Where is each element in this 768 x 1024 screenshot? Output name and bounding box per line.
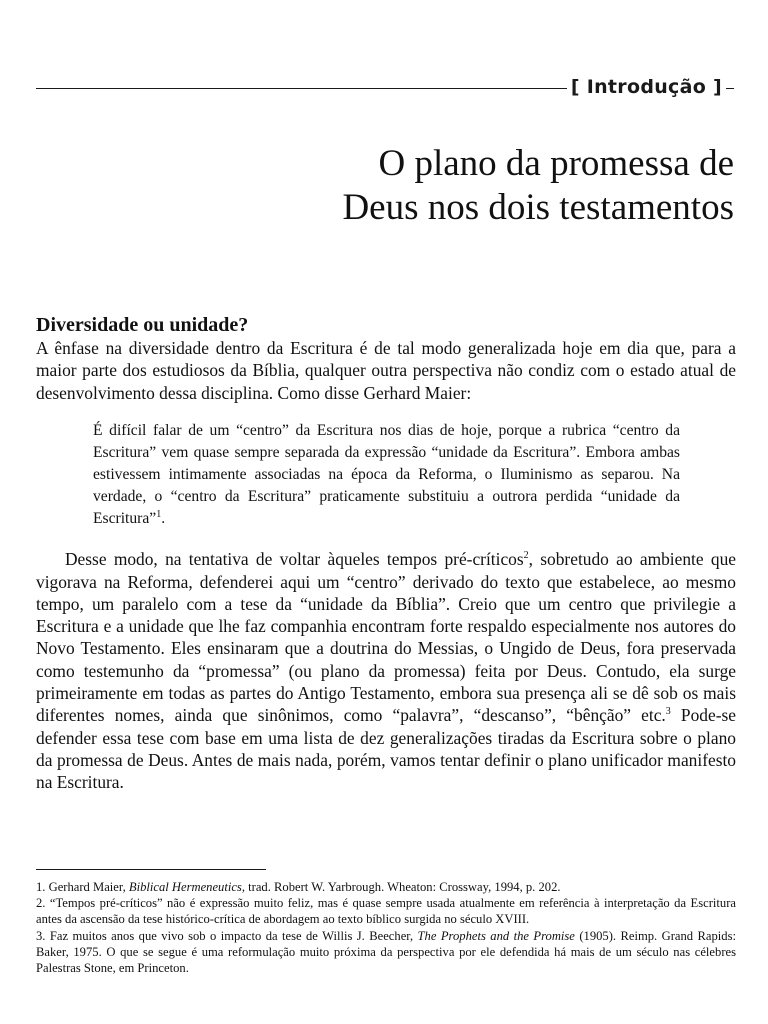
quote-text: É difícil falar de um “centro” da Escritura nos dias de hoje, porque a rubrica “centro da Escritura” vem quase sempre separada da expressão “unidade da Escritura”. Embora ambas estivessem intimamente associadas na época da Reforma, o Iluminismo as separou. Na verdade, o “centro da Escritura” praticamente substituiu a outrora perdida “unidade da Escritura”: [93, 422, 680, 528]
section-heading: Diversidade ou unidade?: [36, 314, 249, 336]
intro-paragraph: A ênfase na diversidade dentro da Escritura é de tal modo generalizada hoje em dia que, para a maior parte dos estudiosos da Bíblia, qualquer outra perspectiva não condiz com o estado atual de desenvolvimento dessa disciplina. Como disse Gerhard Maier:: [36, 338, 736, 403]
section-label: [ Introdução ]: [567, 74, 726, 100]
chapter-title: [134, 142, 734, 230]
body-text-part-1: Desse modo, na tentativa de voltar àqueles tempos pré-críticos: [65, 549, 524, 570]
footnote-1: [36, 879, 736, 895]
body-paragraph: [36, 548, 736, 793]
footnote-3-citation: (1905). Reimp. Grand Rapids: Baker, 1975. O que se segue é uma reformulação muito próxima da perspectiva por ele defendida há mais de um século nas célebres Palestras Stone, em Princeton.: [36, 928, 736, 976]
main-content: [36, 313, 736, 811]
chapter-title-line-2: Deus nos dois testamentos: [342, 187, 734, 228]
footnote-ref-2: 2: [523, 550, 529, 562]
chapter-title-line-1: O plano da promessa de: [378, 143, 734, 184]
footnote-3-text: 3. Faz muitos anos que vivo sob o impacto da tese de Willis J. Beecher,: [36, 928, 418, 943]
body-text-part-3: Pode-se defender essa tese com base em uma lista de dez generalizações tiradas da Escritura sobre o plano da promessa de Deus. Antes de mais nada, porém, vamos tentar definir o plano unificador manifesto na Escritura.: [36, 705, 736, 793]
footnote-rule: [36, 869, 266, 870]
footnotes: [36, 879, 736, 976]
footnote-1-citation: , trad. Robert W. Yarbrough. Wheaton: Crossway, 1994, p. 202.: [241, 880, 561, 894]
footnote-3-title: The Prophets and the Promise: [417, 928, 575, 943]
footnote-2-text: 2. “Tempos pré-críticos” não é expressão muito feliz, mas é quase sempre usada atualmente em referência à interpretação da Escritura antes da ascensão da tese histórico-crítica de abordagem ao texto bíblico surgida no século XVIII.: [36, 896, 736, 927]
footnote-1-title: Biblical Hermeneutics: [128, 880, 242, 894]
footnote-2: [36, 895, 736, 927]
footnote-3: [36, 928, 736, 977]
footnote-ref-1: 1: [156, 509, 162, 521]
footnote-1-text: 1. Gerhard Maier,: [36, 880, 129, 894]
footnote-ref-3: 3: [665, 706, 671, 718]
block-quote: É difícil falar de um “centro” da Escritura nos dias de hoje, porque a rubrica “centro da Escritura” vem quase sempre separada da expressão “unidade da Escritura”. Embora ambas estivessem intimamente associadas na época da Reforma, o Iluminismo as separou. Na verdade, o “centro da Escritura” praticamente substituiu a outrora perdida “unidade da Escritura”$^1$.: [93, 422, 680, 528]
body-text-part-2: , sobretudo ao ambiente que vigorava na Reforma, defenderei aqui um “centro” derivado do texto que estabelece, ao mesmo tempo, um paralelo com a tese da “unidade da Bíblia”. Creio que um centro que privilegie a Escritura e a unidade que lhe faz companhia encontram forte respaldo especialmente nos autores do Novo Testamento. Eles ensinaram que a doutrina do Messias, o Ungido de Deus, fora preservada como testemunho da “promessa” (ou plano da promessa) feita por Deus. Contudo, ela surge primeiramente em todas as partes do Antigo Testamento, embora sua presença ali se dê sob os mais diferentes nomes, ainda que sinônimos, como “palavra”, “descanso”, “bênção” etc.: [36, 549, 736, 726]
